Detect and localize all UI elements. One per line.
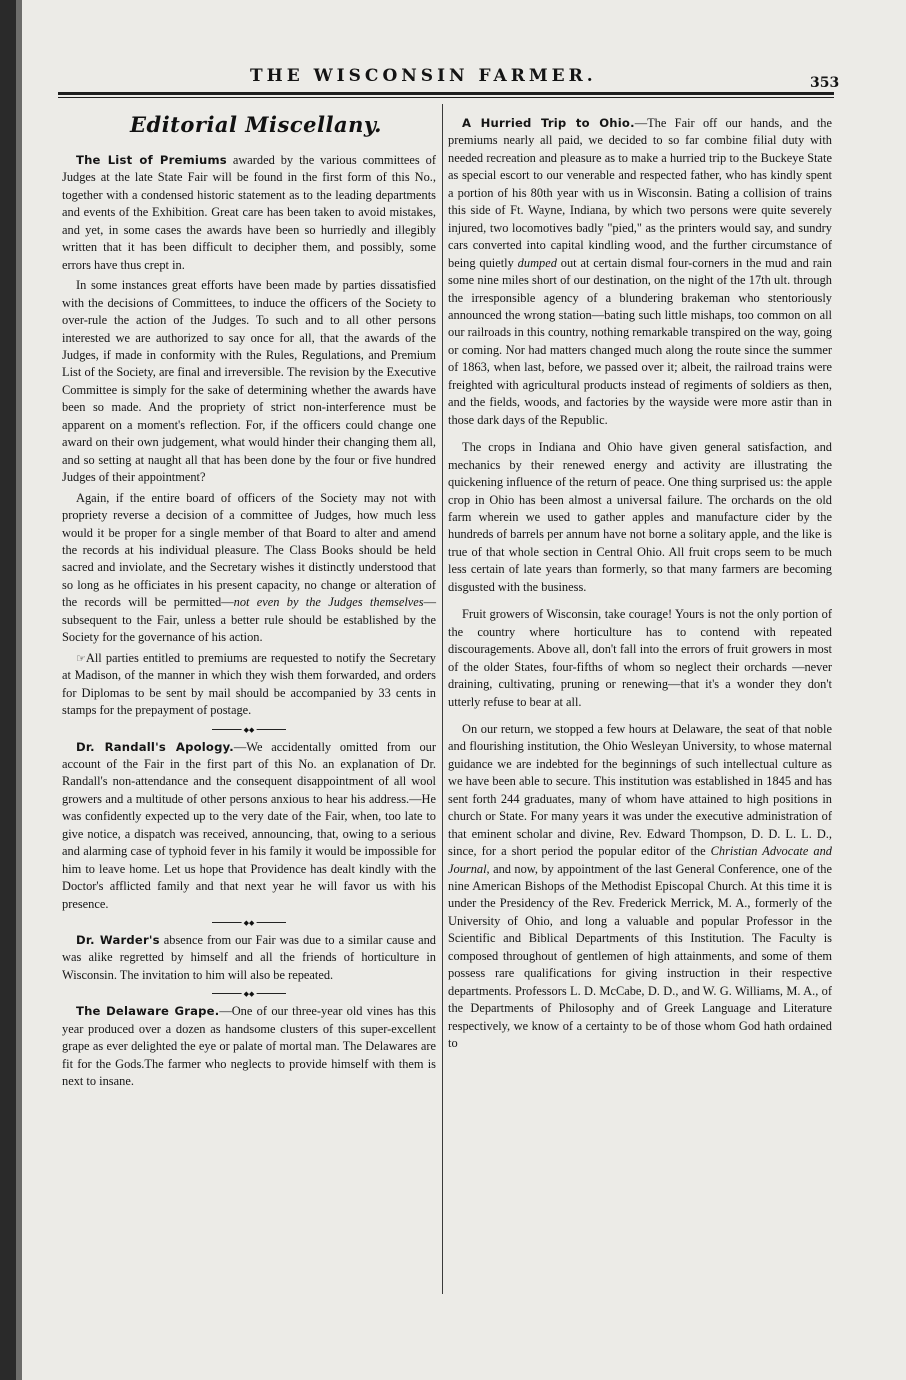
- grape-text: —One of our three-year old vines has this year produced over a dozen as handsome clusters of this super-excellent grape as ever delighted the eye or palate of mortal man. The Delawares are fit for the Gods.The farmer who neglects to provide himself with them is next to insane.: [62, 1004, 436, 1089]
- premiums-text-3b: —subsequent to the Fair, unless a better rule should be established by the Society for the governance of his action.: [62, 595, 436, 645]
- randall-heading: Dr. Randall's Apology.: [76, 739, 234, 754]
- warder-paragraph: [62, 932, 436, 984]
- warder-heading: Dr. Warder's: [76, 933, 160, 948]
- ohio-paragraph-4: [448, 721, 832, 1053]
- section-separator: [62, 723, 436, 735]
- header-rule-thin: [58, 97, 834, 98]
- ohio-paragraph-1: [448, 115, 832, 429]
- premiums-paragraph-2: In some instances great efforts have been made by parties dissatisfied with the decisions of Committees, to induce the officers of the Society to over-rule the action of the Judges. To such and to all other persons interested we are authorized to say once for all, that the awards of the Judges, if made in conformity with the Rules, Regulations, and Premium List of the Society, are final and irreversible. The revision by the Executive Committee is simply for the sake of determining whether the awards have been so made. And the propriety of strict non-interference must be apparent on a moment's reflection. For, if the officers could change one award on their own judgement, what would hinder their changing them all, and so setting at naught all that has been done by the four or five hundred Judges of their appointment?: [62, 278, 436, 485]
- ohio-emphasis-journal: Christian Advocate and Journal: [448, 844, 832, 876]
- section-masthead: Editorial Miscellany.: [130, 112, 382, 137]
- section-separator: [62, 916, 436, 928]
- pointing-hand-icon: ☞: [76, 651, 86, 665]
- ohio-paragraph-3: Fruit growers of Wisconsin, take courage! Yours is not the only portion of the country where horticulture has to contend with repeated discouragements. Above all, don't fall into the errors of fruit growers in most of the older States, four-fifths of whom so neglect their orchards —never draining, cultivating, pruning or renewing—that it's a wonder they don't utterly refuse to bear at all.: [448, 607, 832, 709]
- scan-binding-edge: [0, 0, 16, 1380]
- left-column: [62, 152, 436, 1094]
- ohio-text-4b: , and now, by appointment of the last General Conference, one of the nine American Bishops of the Methodist Episcopal Church. At this time it is under the Presidency of the Rev. Frederick Merrick, M. A., formerly of the University of Ohio, and long a valuable and popular Professor in the Scientific and Biblical Departments of this Institution. The Faculty is composed throughout of gentlemen of high attainments, and some of them possess rare qualifications for giving instruction in their respective departments. Professors L. D. McCabe, D. D., and W. G. Williams, M. A., of the Departments of Philosophy and of Greek Language and Literature respectively, we know of a certainty to be of those whom God hath ordained to: [448, 861, 832, 1051]
- ohio-paragraph-2: The crops in Indiana and Ohio have given general satisfaction, and mechanics by their renewed energy and activity are illustrating the quickening influence of the return of peace. One thing surprised us: the apple crop in Ohio has been almost a universal failure. The orchards on the old farm wherein we used to gather apples and manufacture cider by the hundreds of barrels per annum have not borne a solitary apple, and the like is true of that whole section in Central Ohio. All fruit crops seem to be much less certain of late years than formerly, so that many farmers are becoming disgusted with the business.: [448, 440, 832, 594]
- ohio-heading: A Hurried Trip to Ohio.: [462, 116, 635, 130]
- premiums-paragraph-3: [62, 490, 436, 647]
- header-rule: [58, 92, 834, 95]
- running-header-title: THE WISCONSIN FARMER.: [250, 66, 597, 86]
- ohio-text-1a: —The Fair off our hands, and the premiums nearly all paid, we decided to so far combine filial duty with needed recreation and pleasure as to make a hurried trip to the Buckeye State as special escort to our venerable and respected father, who has kindly spent a portion of his 80th year with us in Wisconsin. Bating a collision of trains this side of Ft. Wayne, Indiana, by which two persons were quite severely injured, two locomotives badly "pied," as the printers would say, and sundry cars converted into capital kindling wood, and the further circumstance of being quietly: [448, 116, 832, 270]
- column-divider: [442, 104, 443, 1294]
- ohio-emphasis-dumped: dumped: [517, 255, 557, 270]
- grape-heading: The Delaware Grape.: [76, 1004, 220, 1019]
- premiums-heading: The List of Premiums: [76, 153, 227, 167]
- premiums-emphasis: not even by the Judges themselves: [233, 595, 424, 610]
- premiums-paragraph-4: [62, 650, 436, 720]
- premiums-paragraph-1: [62, 152, 436, 274]
- right-column: [448, 115, 832, 1056]
- premiums-text-4: All parties entitled to premiums are requested to notify the Secretary at Madison, of the manner in which they wish them forwarded, and orders for Diplomas to be sent by mail should be accompanied by 33 cents in stamps for the prepayment of postage.: [62, 650, 436, 718]
- grape-paragraph: [62, 1003, 436, 1090]
- warder-text: absence from our Fair was due to a similar cause and was alike regretted by himself and all the friends of horticulture in Wisconsin. The invitation to him will also be repeated.: [62, 933, 436, 982]
- page-number: 353: [810, 75, 840, 91]
- premiums-text-1: awarded by the various committees of Judges at the late State Fair will be found in the first form of this No., together with a condensed historic statement as to the leading departments and events of the Exhibition. Great care has been taken to avoid mistakes, and yet, in some cases the awards have been so hurriedly and illegibly written that it has been difficult to decipher them, and possibly, some errors have thus crept in.: [62, 153, 436, 272]
- randall-paragraph: [62, 739, 436, 914]
- section-separator: [62, 987, 436, 999]
- premiums-text-3a: Again, if the entire board of officers of the Society may not with propriety reverse a decision of a committee of Judges, how much less would it be proper for a single member of that Board to alter and amend the records at his individual pleasure. The Class Books should be held sacred and inviolate, and the Secretary wishes it distinctly understood that so long as he officiates in his present capacity, no change or alteration of the records will be permitted—: [62, 490, 436, 610]
- ohio-text-4a: On our return, we stopped a few hours at Delaware, the seat of that noble and flourishing institution, the Ohio Wesleyan University, to whose maternal guidance we are indebted for the beginnings of such intellectual culture as we have been able to secure. This institution was established in 1845 and has sent forth 244 graduates, many of whom have attained to high positions in church or State. For many years it was under the executive administration of that eminent scholar and divine, Rev. Edward Thompson, D. D. L. L. D., since, for a short period the popular editor of the: [448, 721, 832, 859]
- randall-text: —We accidentally omitted from our account of the Fair in the first part of this No. an explanation of Dr. Randall's non-attendance and the consequent disappointment of all wool growers and a multitude of other persons anxious to hear his address.—He was confidently expected up to the very date of the Fair, when, too late to give notice, a dispatch was received, announcing, that, owing to a serious and alarming case of typhoid fever in his family it would be impossible for him to leave home. Let us hope that Providence has dealt kindly with the Doctor's afflicted family and that next year he will favor us with his presence.: [62, 739, 436, 911]
- ohio-text-1b: out at certain dismal four-corners in the mud and rain some nine miles short of our destination, on the night of the 17th ult. through the irresponsible agency of a blundering brakeman who stentoriously announced the wrong station—bating such little mishaps, too common on all our railroads in this country, nothing remarkable transpired on the way, going or coming. Nor had matters changed much along the route since the summer of 1863, when last, before, we passed over it; albeit, the railroad trains were freighted with agricultural products instead of regiments of soldiers as then, and the fields, woods, and factories by the wayside were more astir than in those dark days of the Republic.: [448, 255, 832, 427]
